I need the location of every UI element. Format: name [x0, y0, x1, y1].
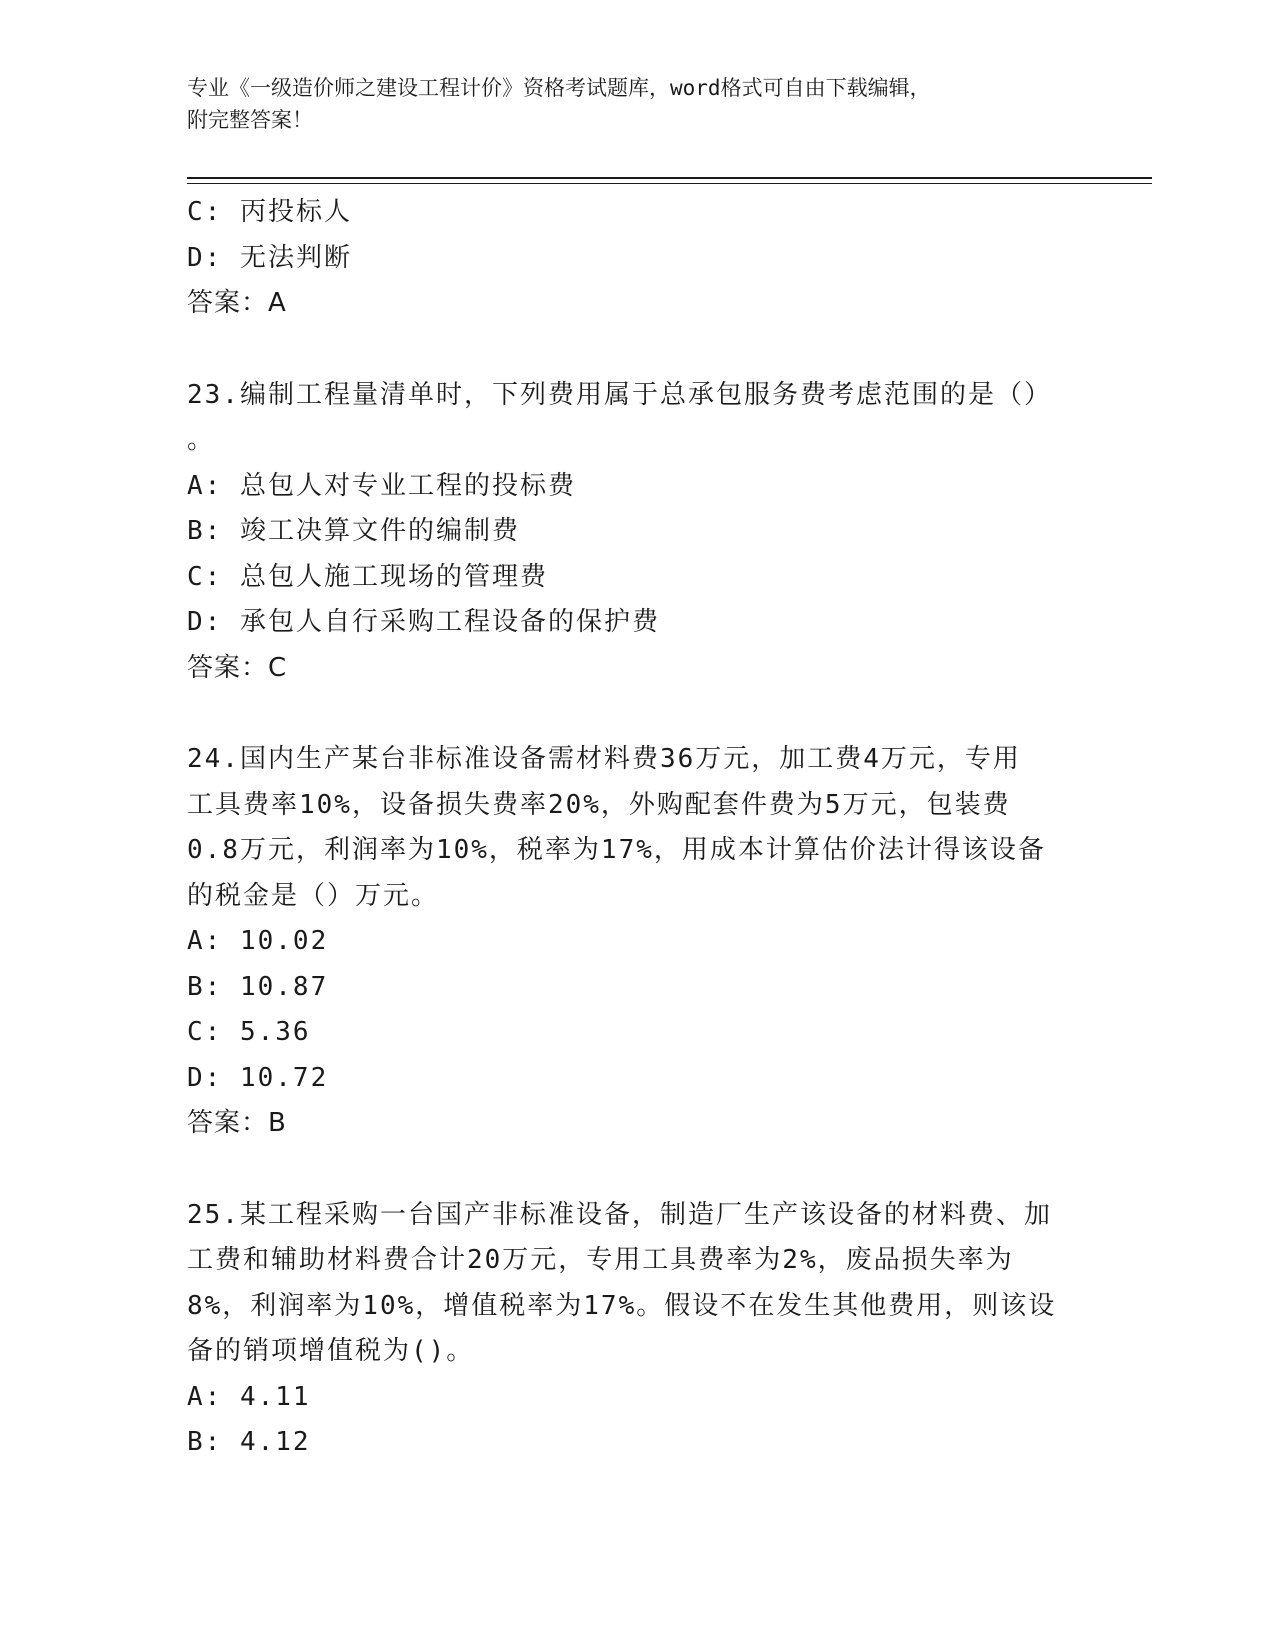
option-b: B: 4.12	[187, 1427, 311, 1457]
option-a: A: 4.11	[187, 1381, 311, 1412]
question-stem	[187, 373, 1077, 464]
option-d: D: 承包人自行采购工程设备的保护费	[187, 607, 660, 637]
stem-line: 备的销项增值税为()。	[187, 1336, 475, 1366]
stem-line: 23.编制工程量清单时，下列费用属于总承包服务费考虑范围的是（）	[187, 379, 1052, 410]
spacer	[187, 1147, 1077, 1193]
stem-line: 8%，利润率为10%，增值税率为17%。假设不在发生其他费用，则该设	[187, 1290, 1057, 1321]
option-b: B: 竣工决算文件的编制费	[187, 516, 520, 546]
previous-question-fragment	[187, 190, 1077, 327]
stem-line: 工具费率10%，设备损失费率20%，外购配套件费为5万元，包装费	[187, 789, 1011, 820]
question-23	[187, 373, 1077, 692]
header-line-2: 附完整答案！	[187, 108, 313, 132]
question-stem	[187, 737, 1077, 919]
stem-line: 的税金是（）万元。	[187, 880, 440, 911]
question-25	[187, 1193, 1077, 1466]
answer-line: 答案：B	[187, 1108, 287, 1138]
option-d: D: 10.72	[187, 1062, 329, 1093]
question-stem	[187, 1193, 1077, 1375]
option-d: D: 无法判断	[187, 242, 352, 273]
option-b: B: 10.87	[187, 971, 329, 1002]
answer-line: 答案：A	[187, 288, 287, 318]
option-a: A: 10.02	[187, 926, 329, 956]
stem-line: 工费和辅助材料费合计20万元，专用工具费率为2%，废品损失率为	[187, 1245, 1014, 1275]
header-divider-thin	[187, 183, 1152, 184]
option-a: A: 总包人对专业工程的投标费	[187, 470, 576, 501]
answer-line: 答案：C	[187, 652, 288, 683]
header-line-1: 专业《一级造价师之建设工程计价》资格考试题库，word格式可自由下载编辑，	[187, 76, 931, 100]
header-divider-thick	[187, 177, 1152, 179]
question-24	[187, 737, 1077, 1147]
question-content	[187, 190, 1077, 1466]
option-c: C: 丙投标人	[187, 197, 352, 227]
stem-line: 。	[187, 425, 216, 455]
option-c: C: 5.36	[187, 1017, 311, 1047]
stem-line: 24.国内生产某台非标准设备需材料费36万元，加工费4万元，专用	[187, 744, 1021, 774]
spacer	[187, 327, 1077, 373]
stem-line: 0.8万元，利润率为10%，税率为17%，用成本计算估价法计得该设备	[187, 835, 1046, 865]
option-c: C: 总包人施工现场的管理费	[187, 561, 548, 592]
stem-line: 25.某工程采购一台国产非标准设备，制造厂生产该设备的材料费、加	[187, 1199, 1052, 1230]
spacer	[187, 691, 1077, 737]
document-header	[187, 72, 1067, 136]
